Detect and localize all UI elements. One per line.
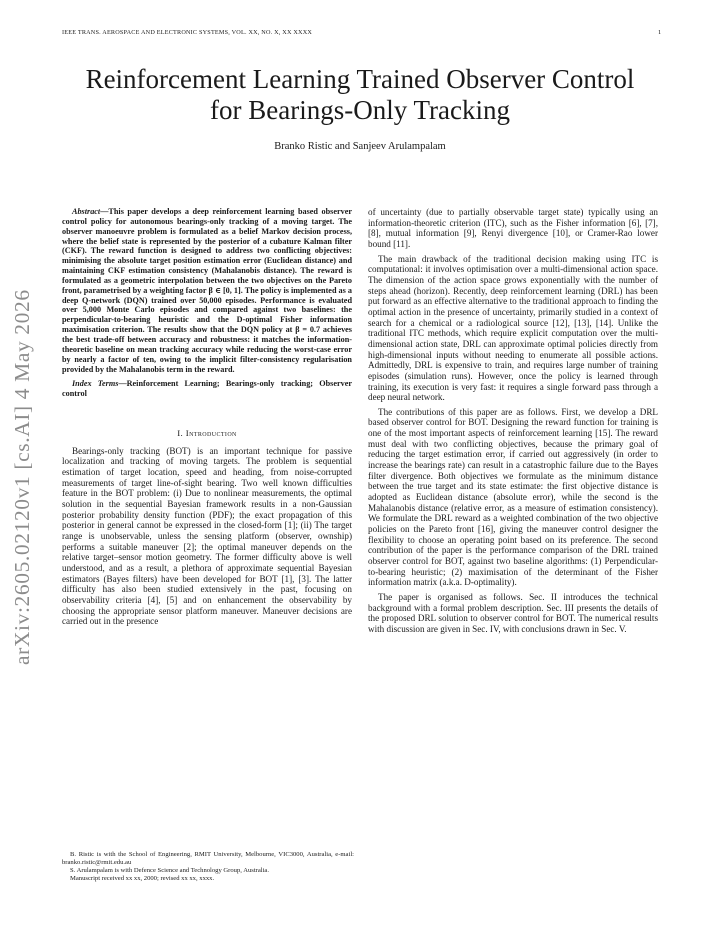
footnote-arulampalam: S. Arulampalam is with Defence Science and Technology Group, Australia.: [70, 867, 270, 875]
abstract-text: —This paper develops a deep reinforcement learning based observer control policy for autonomous bearings-only tracking of a moving target. The observer manoeuvre problem is formulated as a belief Markov decision process, where the belief state is represented by the posterior of a cubature Kalman filter (CKF). The reward function is designed to address two conflicting objectives: minimising the absolute target position estimation error (Euclidean distance) and maintaining CKF estimation consistency (Mahalanobis distance). The reward is formulated as a geometric interpolation between the two objectives on the Pareto front, parametrised by a weighting factor β ∈ [0, 1]. The policy is implemented as a deep Q-network (DQN) trained over 50,000 episodes. Performance is evaluated over 5,000 Monte Carlo episodes and compared against two baselines: the perpendicular-to-bearing heuristic and the D-optimal Fisher information maximisation criterion. The results show that the DQN policy at β = 0.7 achieves the best trade-off between accuracy and robustness: it matches the information-theoretic baseline on mean tracking accuracy while reducing the worst-case error by nearly a factor of ten, owing to the implicit filter-consistency regularisation provided by the Mahalanobis term in the reward.: [62, 207, 352, 374]
footnote-ristic: B. Ristic is with the School of Engineering, RMIT University, Melbourne, VIC3000, Australia, e-mail: branko.ristic@rmit.edu.au: [62, 851, 354, 867]
section-title: Introduction: [185, 428, 237, 439]
abstract-label: Abstract: [72, 207, 101, 216]
abstract: [62, 207, 352, 374]
title-line-1: Reinforcement Learning Trained Observer Control: [85, 64, 635, 94]
left-column: [62, 207, 352, 627]
section-number: I.: [177, 428, 184, 439]
footnote-manuscript: Manuscript received xx xx, 2000; revised xx xx, xxxx.: [70, 875, 215, 883]
intro-paragraph-continued: of uncertainty (due to partially observable target state) typically using an information-theoretic criterion (ITC), such as the Fisher information [6], [7], [8], mutual information [9], Renyi divergence [10], or Cramer-Rao lower bound [11].: [368, 207, 658, 249]
index-terms-label: Index Terms: [72, 379, 119, 389]
footnotes: [62, 851, 354, 883]
intro-paragraph-1: Bearings-only tracking (BOT) is an important technique for passive localization and tracking of moving targets. The problem is sequential estimation of target location, speed and heading, from noise-corrupted measurements of target line-of-sight bearing. Two well known difficulties feature in the BOT problem: (i) Due to nonlinear measurements, the optimal solution in the sequential Bayesian framework results in a non-Gaussian posterior probability density function (PDF); the exact propagation of this posterior in general cannot be expressed in the closed-form [1]; (ii) The target range is unobservable, unless the sensing platform (observer, ownship) performs a suitable maneuver [2]; the optimal maneuver depends on the relative target–sensor motion geometry. The former difficulty above is well understood, and as a result, a plethora of approximate sequential Bayesian estimators (Bayes filters) have been developed for BOT [1], [3]. The latter difficulty has also been studied extensively in the past, focusing on observability criteria [4], [5] and on enhancement the observability by choosing the appropriate sensor platform maneuver. Maneuver decisions are carried out in the presence: [62, 445, 352, 627]
index-terms-text: —Reinforcement Learning; Bearings-only tracking; Observer control: [62, 379, 352, 399]
intro-paragraph-2: The main drawback of the traditional decision making using ITC is computational: it involves optimisation over a multi-dimensional action space. The dimension of the action space grows exponentially with the number of steps ahead (horizon). Recently, deep reinforcement learning (DRL) has been put forward as an effective alternative to the traditional approach to finding the optimal action in the presence of uncertainty, primarily studied in a context of search for a chemical or a radiological source [12], [13], [14]. Unlike the traditional ITC methods, which require explicit computation over the multi-dimensional action state, DRL can approximate optimal policies directly from high-dimensional inputs without needing to enumerate all possible actions. Admittedly, DRL is expensive to train, and requires large number of training episodes (simulation runs). However, once the policy is learned through training, its execution is very fast: it requires a single forward pass through a deep neural network.: [368, 253, 658, 403]
right-column: [368, 207, 658, 635]
title-line-2: for Bearings-Only Tracking: [210, 95, 510, 125]
arxiv-sidebar-id: arXiv:2605.02120v1 [cs.AI] 4 May 2026: [10, 289, 34, 665]
intro-paragraph-3: The contributions of this paper are as follows. First, we develop a DRL based observer control for BOT. Designing the reward function for training is one of the most important aspects of reinforcement learning [15]. The reward must deal with two conflicting objectives, because the primary goal of reducing the target estimation error, if carried out aggressively (in order to increase the bearings rate) can result in a catastrophic failure due to the Bayes filter divergence. Both objectives we formulate as the minimum distance between the true target and its state estimate: the first objective distance is adopted as Euclidean distance (absolute error), while the second is the Mahalanobis distance (relative error, as a measure of estimation consistency). We formulate the DRL reward as a weighted combination of the two objective policies on the Pareto front [16], giving the maneuver control designer the flexibility to choose an operating point based on its preference. The second contribution of the paper is the performance comparison of the DRL trained observer control for BOT, against two baseline algorithms: (1) Perpendicular-to-bearing heuristic; (2) maximisation of the determinant of the Fisher information matrix (a.k.a. D-optimality).: [368, 406, 658, 588]
running-head: IEEE TRANS. AEROSPACE AND ELECTRONIC SYSTEMS, VOL. XX, NO. X, XX XXXX: [62, 29, 313, 36]
index-terms: [62, 379, 352, 399]
paper-title: [40, 64, 680, 126]
authors: Branko Ristic and Sanjeev Arulampalam: [274, 141, 446, 152]
section-heading-introduction: [62, 428, 352, 439]
intro-paragraph-4: The paper is organised as follows. Sec. II introduces the technical background with a formal problem description. Sec. III presents the details of the proposed DRL solution to observer control for BOT. The numerical results with discussion are given in Sec. IV, with conclusions drawn in Sec. V.: [368, 591, 658, 634]
page-number: 1: [658, 29, 662, 36]
